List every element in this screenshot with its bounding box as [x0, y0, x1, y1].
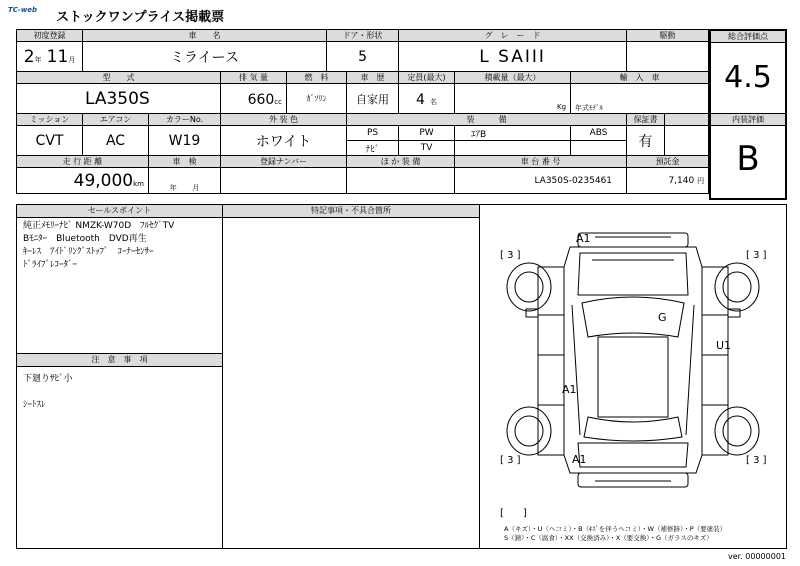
first-reg-label: 初度登録 [17, 30, 83, 42]
sales-points-pane [17, 205, 223, 354]
equip-1: PS [347, 126, 399, 141]
model-label: 型 式 [17, 72, 221, 84]
warranty-extra [665, 126, 709, 156]
grade-label: グ レ ー ド [399, 30, 627, 42]
damage-mark-front: A1 [576, 232, 591, 245]
displacement-value: 660cc [221, 84, 287, 114]
damage-mark-roof: G [658, 311, 667, 324]
color-no-value: W19 [149, 126, 221, 156]
chassis-label: 車 台 番 号 [455, 156, 627, 168]
page-title: ストックワンプライス掲載票 [56, 10, 225, 25]
tire-bracket-tr: [ 3 ] [746, 250, 767, 261]
capacity-label: 定員(最大) [399, 72, 455, 84]
damage-mark-right: U1 [716, 339, 732, 352]
overall-score: 4.5 [711, 43, 785, 114]
car-outline-diagram [480, 205, 786, 548]
vehicle-info-table [16, 29, 709, 194]
tire-bracket-tl: [ 3 ] [500, 250, 521, 261]
equip-7 [455, 141, 571, 156]
equip-4: ABS [571, 126, 627, 141]
color-no-label: カラーNo. [149, 114, 221, 126]
capacity-value: 4 名 [399, 84, 455, 114]
deposit-value: 7,140 円 [627, 168, 709, 194]
damage-legend [504, 525, 726, 543]
aircon-value: AC [83, 126, 149, 156]
exterior-label: 外 装 色 [221, 114, 347, 126]
legend-line-2: S（錆）・C（腐食）・XX（交換済み）・X（要交換）・G（ガラスのキズ） [504, 534, 713, 542]
fuel-value: ｶﾞｿﾘﾝ [287, 84, 347, 114]
sales-points-text: 純正ﾒﾓﾘｰﾅﾋﾞ NMZK-W70D ﾌﾙｾｸﾞTV Bﾓﾆﾀｰ Bluetooth DVD再生 ｷｰﾚｽ ｱｲﾄﾞﾘﾝｸﾞｽﾄｯﾌﾟ ｺｰﾅｰｾﾝｻｰ ﾄﾞﾗｲﾌﾞﾚｺｰﾀﾞｰ [23, 221, 175, 270]
inspection-value: 年 月 [149, 168, 221, 194]
displacement-label: 排 気 量 [221, 72, 287, 84]
car-name-value: ミライース [83, 42, 327, 72]
load-label: 積載量（最大） [455, 72, 571, 84]
plate-value [221, 168, 347, 194]
vehicle-type-value: 自家用 [347, 84, 399, 114]
damage-mark-left: A1 [562, 383, 577, 396]
mileage-value: 49,000km [17, 168, 149, 194]
equip-6: TV [399, 141, 455, 156]
equip-5: ﾅﾋﾞ [347, 141, 399, 156]
special-notes-label: 特記事項・不具合箇所 [223, 205, 479, 218]
exterior-value: ホワイト [221, 126, 347, 156]
aircon-label: エアコン [83, 114, 149, 126]
car-name-label: 車 名 [83, 30, 327, 42]
grade-value: L SAIII [399, 42, 627, 72]
version-label: ver. 00000001 [727, 552, 786, 561]
equip-2: PW [399, 126, 455, 141]
other-equip-label: ほ か 装 備 [347, 156, 455, 168]
tire-bracket-br: [ 3 ] [746, 455, 767, 466]
mission-label: ミッション [17, 114, 83, 126]
equip-8 [571, 141, 627, 156]
warranty-value: 有 [627, 126, 665, 156]
damage-diagram [480, 205, 786, 548]
other-equip-value [347, 168, 455, 194]
chassis-value: LA350S-0235461 [455, 168, 627, 194]
model-value: LA350S [17, 84, 221, 114]
tire-bracket-bl: [ 3 ] [500, 455, 521, 466]
notes-section [16, 204, 787, 549]
special-notes-text [223, 218, 479, 222]
vehicle-type-label: 車 歴 [347, 72, 399, 84]
score-box [709, 29, 787, 200]
doors-value: 5 [327, 42, 399, 72]
caution-label: 注 意 事 項 [17, 354, 222, 367]
logo: TC-web [8, 6, 38, 14]
drive-label: 駆動 [627, 30, 709, 42]
interior-score-label: 内装評価 [711, 114, 785, 126]
warranty-label: 保証書 [627, 114, 665, 126]
import-label: 輸 入 車 [571, 72, 709, 84]
damage-mark-rear: A1 [572, 453, 587, 466]
inspection-label: 車 検 [149, 156, 221, 168]
warranty-extra-label [665, 114, 709, 126]
fuel-label: 燃 料 [287, 72, 347, 84]
import-value: 年式ﾓﾃﾞﾙ [571, 84, 709, 114]
caution-pane [17, 354, 223, 548]
first-reg-value: 2年 11月 [17, 42, 83, 72]
special-notes-pane [223, 205, 480, 548]
drive-value [627, 42, 709, 72]
overall-score-label: 総合評価点 [711, 31, 785, 43]
equip-3: ｴｱB [455, 126, 571, 141]
bracket-bottom: [ ] [500, 508, 527, 519]
mission-value: CVT [17, 126, 83, 156]
interior-score: B [736, 139, 760, 179]
sales-points-label: セールスポイント [17, 205, 222, 218]
plate-label: 登録ナンバー [221, 156, 347, 168]
doors-label: ドア・形状 [327, 30, 399, 42]
caution-text: 下廻りｻﾋﾞ小 ｼｰﾄｽﾚ [23, 374, 73, 410]
mileage-label: 走 行 距 離 [17, 156, 149, 168]
deposit-label: 預託金 [627, 156, 709, 168]
equipment-label: 装 備 [347, 114, 627, 126]
legend-line-1: A（キズ）・U（ヘコミ）・B（ｷｽﾞを伴うヘコミ）・W（補修跡）・P（要塗装） [504, 525, 727, 533]
load-value: Kg [455, 84, 571, 114]
